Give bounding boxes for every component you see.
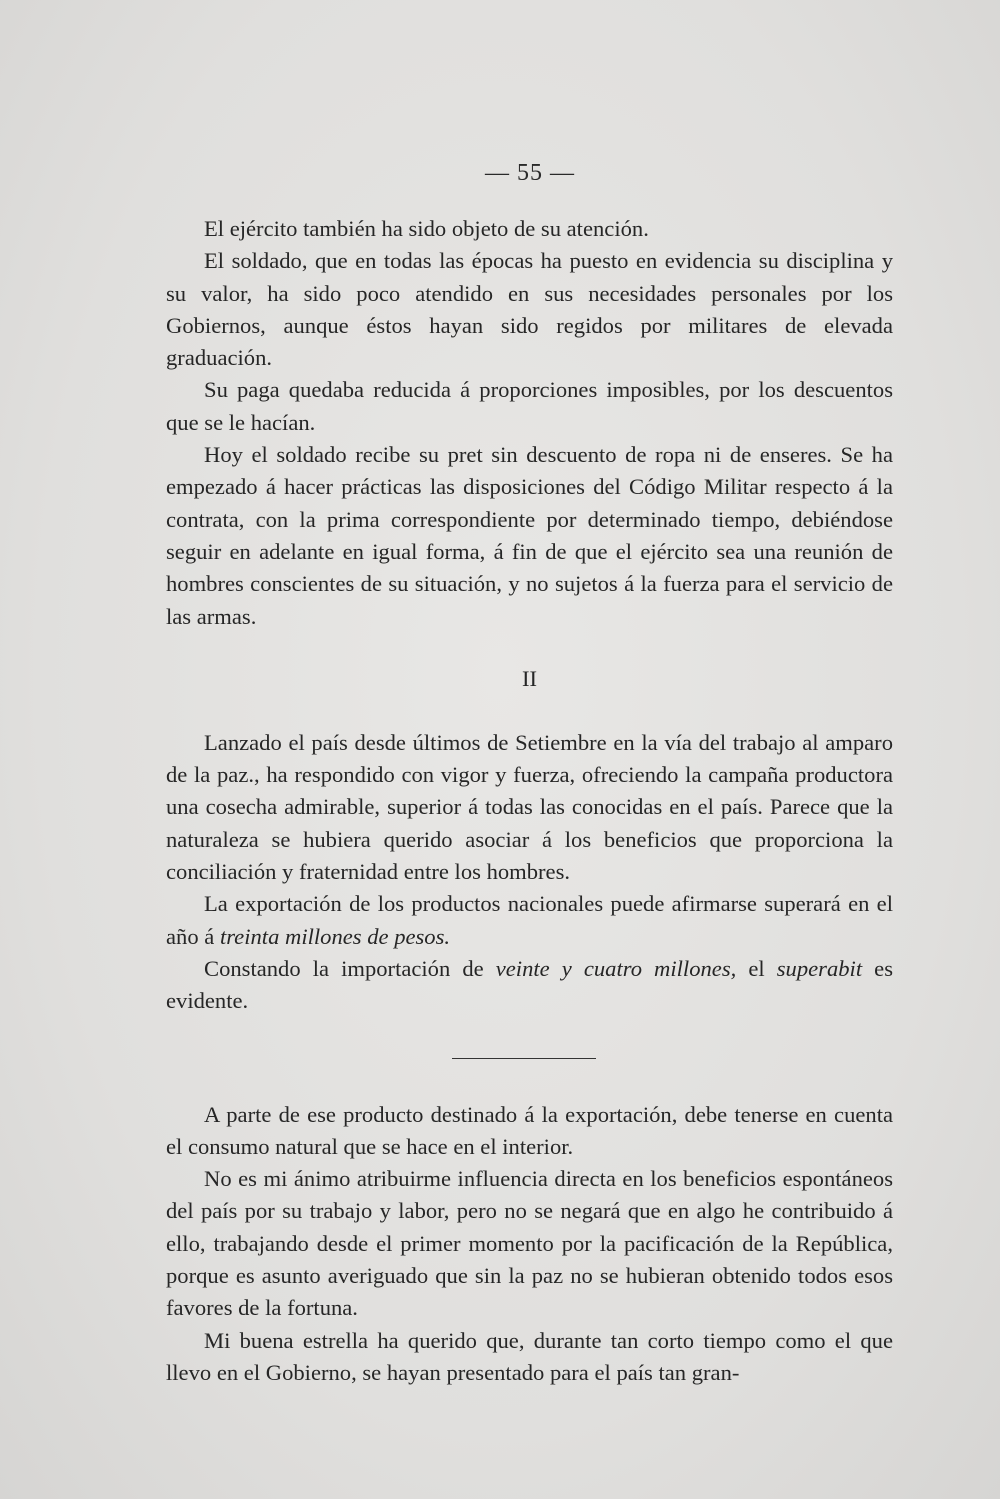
paragraph: Su paga quedaba reducida á proporciones imposibles, por los descuentos que se le hacían. — [166, 377, 893, 435]
page-number: — 55 — — [485, 160, 575, 186]
import-amount: veinte y cuatro millones, — [495, 955, 737, 981]
export-amount: treinta millones de pesos. — [219, 923, 451, 949]
paragraph: El soldado, que en todas las épocas ha puesto en evidencia su disciplina y su valor, ha sido poco atendido en sus necesidades personales por los Gobiernos, aunque éstos hayan sido regidos por militares de elevada graduación. — [166, 248, 893, 371]
superavit-word: superabit — [776, 955, 863, 981]
import-text: Constando la importación de — [204, 955, 496, 981]
paragraph: Lanzado el país desde últimos de Setiembre en la vía del trabajo al amparo de la paz., ha respondido con vigor y fuerza, ofreciendo la campaña productora una cosecha admirable, superior á todas las conocidas en el país. Parece que la naturaleza se hubiera querido asociar á los beneficios que proporciona la conciliación y fraternidad entre los hombres. — [166, 729, 893, 885]
section-heading: II — [521, 665, 538, 691]
paragraph: No es mi ánimo atribuirme influencia directa en los beneficios espontáneos del país por su trabajo y labor, pero no se negará que en algo he contribuido á ello, trabajando desde el primer momento por la pacificación de la República, porque es asunto averiguado que sin la paz no se hubieran obtenido todos esos favores de la fortuna. — [166, 1166, 893, 1321]
paragraph: A parte de ese producto destinado á la exportación, debe tenerse en cuenta el consumo natural que se hace en el interior. — [166, 1101, 893, 1159]
paragraph: Mi buena estrella ha querido que, durante tan corto tiempo como el que llevo en el Gobierno, se hayan presentado para el país tan gran- — [166, 1327, 893, 1385]
page-body — [166, 213, 893, 1389]
import-paragraph — [166, 953, 893, 1018]
paragraph: El ejército también ha sido objeto de su atención. — [204, 216, 649, 241]
section-divider — [452, 1058, 596, 1059]
export-paragraph — [166, 888, 893, 953]
import-text-end: es evidente. — [166, 955, 893, 1014]
import-text-mid: el — [736, 955, 777, 981]
export-text: La exportación de los productos nacionales puede afirmarse superará en el año á — [166, 891, 893, 949]
paragraph: Hoy el soldado recibe su pret sin descuento de ropa ni de enseres. Se ha empezado á hacer prácticas las disposiciones del Código Militar respecto á la contrata, con la prima correspondiente por determinado tiempo, debiéndose seguir en adelante en igual forma, á fin de que el ejército sea una reunión de hombres conscientes de su situación, y no sujetos á la fuerza para el servicio de las armas. — [166, 442, 893, 629]
